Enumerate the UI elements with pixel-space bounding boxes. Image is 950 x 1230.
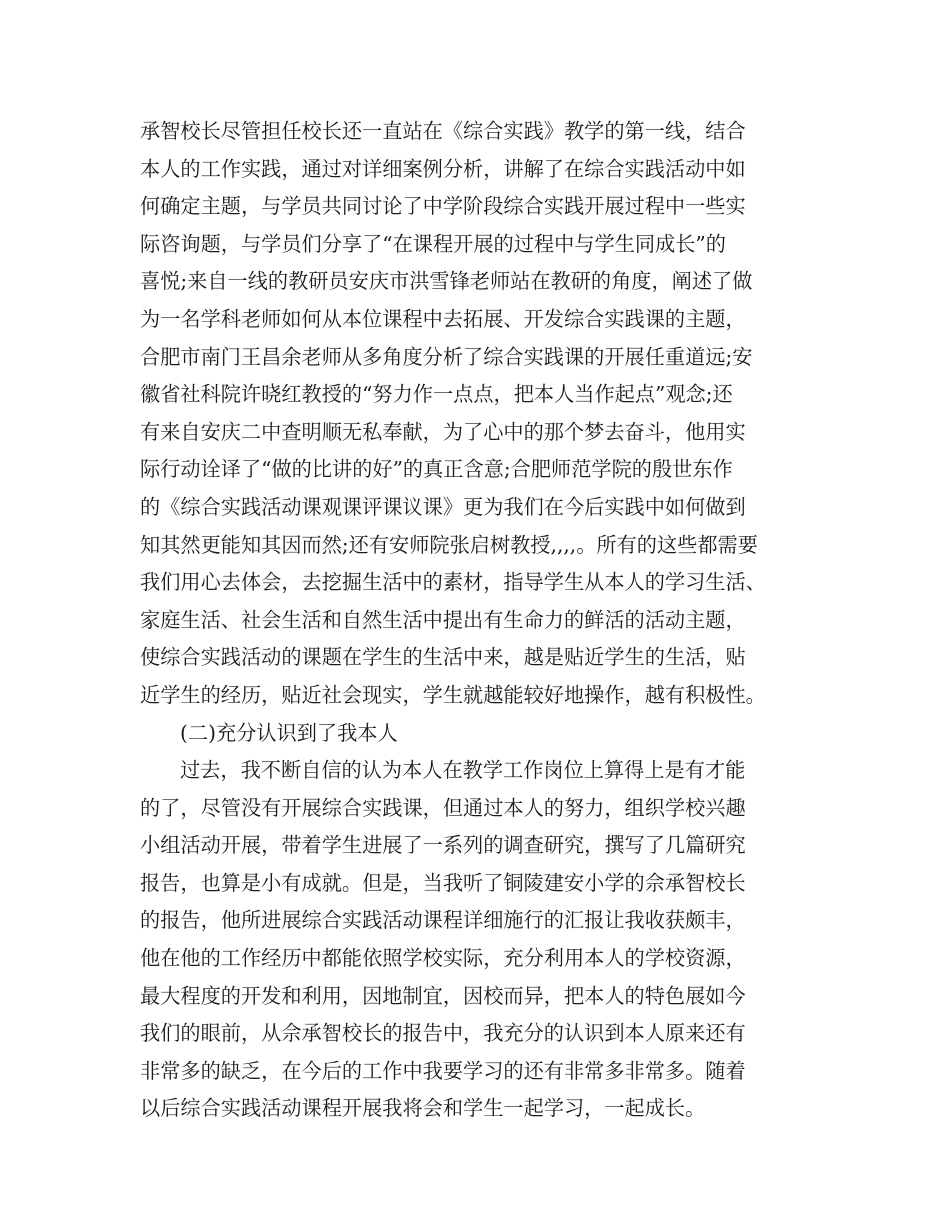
text-line: 以后综合实践活动课程开展我将会和学生一起学习，一起成长。 [140,1096,706,1121]
text-line: 他在他的工作经历中都能依照学校实际，充分利用本人的学校资源， [140,946,746,971]
text-line: 家庭生活、社会生活和自然生活中提出有生命力的鲜活的活动主题， [140,607,746,632]
text-line: 知其然更能知其因而然;还有安师院张启树教授,,,,。所有的这些都需要 [140,532,758,557]
text-line: 小组活动开展，带着学生进展了一系列的调查研究，撰写了几篇研究 [140,833,746,858]
document-body [140,113,840,1128]
text-line: 最大程度的开发和利用，因地制宜，因校而异，把本人的特色展如今 [140,983,746,1008]
text-line: 际咨询题，与学员们分享了“在课程开展的过程中与学生同成长”的 [140,231,726,256]
text-line: 本人的工作实践，通过对详细案例分析，讲解了在综合实践活动中如 [140,156,746,181]
text-line: 我们用心去体会，去挖掘生活中的素材，指导学生从本人的学习生活、 [140,570,766,595]
text-line: 使综合实践活动的课题在学生的生活中来，越是贴近学生的生活，贴 [140,645,746,670]
text-line: 近学生的经历，贴近社会现实，学生就越能较好地操作，越有积极性。 [140,682,766,707]
paragraph-2 [140,752,840,1128]
text-line: 合肥市南门王昌余老师从多角度分析了综合实践课的开展任重道远;安 [140,344,753,369]
text-line: 为一名学科老师如何从本位课程中去拓展、开发综合实践课的主题， [140,306,746,331]
text-line: 承智校长尽管担任校长还一直站在《综合实践》教学的第一线，结合 [140,119,746,143]
text-line: 徽省社科院许晓红教授的“努力作一点点，把本人当作起点”观念;还 [140,382,733,407]
text-line: 的报告，他所进展综合实践活动课程详细施行的汇报让我收获颇丰， [140,908,746,933]
text-line: 喜悦;来自一线的教研员安庆市洪雪锋老师站在教研的角度，阐述了做 [140,269,753,294]
text-line: 何确定主题，与学员共同讨论了中学阶段综合实践开展过程中一些实 [140,194,746,219]
text-line: 过去，我不断自信的认为本人在教学工作岗位上算得上是有才能 [180,758,746,783]
text-line: 报告，也算是小有成就。但是，当我听了铜陵建安小学的佘承智校长 [140,870,746,895]
paragraph-1 [140,113,840,715]
text-line: 的《综合实践活动课观课评课议课》更为我们在今后实践中如何做到 [140,494,746,519]
section-heading: (二)充分认识到了我本人 [180,720,398,745]
text-line: 有来自安庆二中查明顺无私奉献，为了心中的那个梦去奋斗，他用实 [140,419,746,444]
text-line: 我们的眼前，从佘承智校长的报告中，我充分的认识到本人原来还有 [140,1021,746,1046]
text-line: 的了，尽管没有开展综合实践课，但通过本人的努力，组织学校兴趣 [140,795,746,820]
text-line: 非常多的缺乏，在今后的工作中我要学习的还有非常多非常多。随着 [140,1058,746,1083]
text-line: 际行动诠译了“做的比讲的好”的真正含意;合肥师范学院的殷世东作 [140,457,733,482]
